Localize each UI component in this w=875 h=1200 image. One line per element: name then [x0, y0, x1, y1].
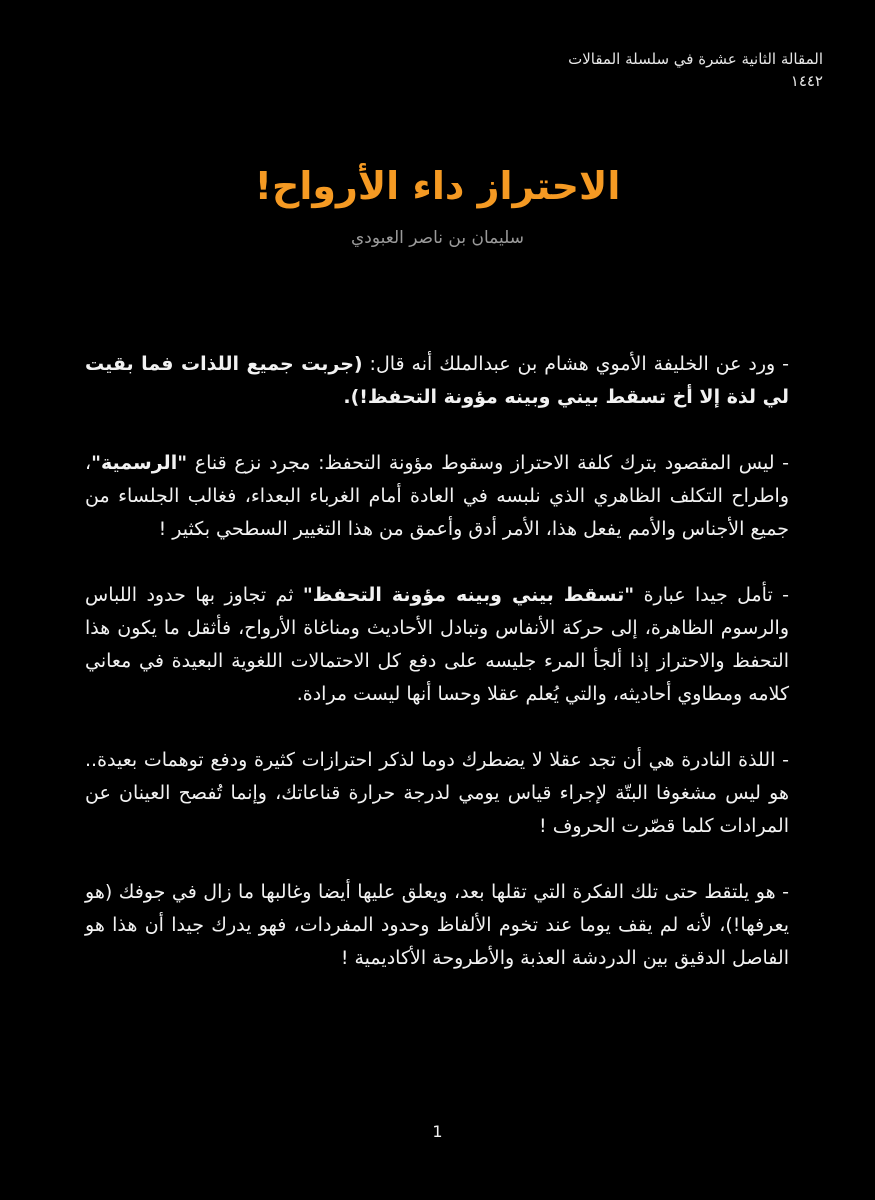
- series-line: المقالة الثانية عشرة في سلسلة المقالات: [568, 50, 823, 68]
- paragraph-2-text-end: ، واطراح التكلف الظاهري الذي نلبسه في العادة أمام الغرباء البعداء، فغالب الجلساء من جميع الأجناس والأمم يفعل هذا، الأمر أدق وأعمق من هذا التغيير السطحي بكثير !: [85, 452, 789, 540]
- article-title: الاحتراز داء الأرواح!: [254, 164, 621, 208]
- paragraph-1: [85, 348, 789, 414]
- paragraph-2: [85, 447, 789, 546]
- series-header: [403, 48, 823, 92]
- author-name: سليمان بن ناصر العبودي: [351, 228, 524, 248]
- paragraph-3-emphasis: "تسقط بيني وبينه مؤونة التحفظ": [302, 584, 635, 606]
- paragraph-5: - هو يلتقط حتى تلك الفكرة التي تقلها بعد، ويعلق عليها أيضا وغالبها ما زال في جوفك (هو يعرفها!)، لأنه لم يقف يوما عند تخوم الألفاظ وحدود المفردات، فهو يدرك جيدا أن هذا هو الفاصل الدقيق بين الدردشة العذبة والأطروحة الأكاديمية !: [85, 881, 789, 969]
- paragraph-1-quote: (جربت جميع اللذات فما بقيت لي لذة إلا أخ تسقط بيني وبينه مؤونة التحفظ!).: [85, 353, 789, 408]
- page-number: 1: [432, 1122, 443, 1141]
- paragraph-2-emphasis: "الرسمية": [91, 452, 188, 474]
- article-body: [85, 348, 789, 1008]
- paragraph-1-text: - ورد عن الخليفة الأموي هشام بن عبدالملك أنه قال:: [362, 353, 790, 375]
- paragraph-3: [85, 579, 789, 711]
- paragraph-3-text-end: ثم تجاوز بها حدود اللباس والرسوم الظاهرة، إلى حركة الأنفاس وتبادل الأحاديث ومناغاة الأرواح، فأثقل ما يكون هذا التحفظ والاحتراز إذا ألجأ المرء جليسه على دفع كل الاحتمالات اللغوية البعيدة في معاني كلامه ومطاوي أحاديثه، والتي يُعلم عقلا وحسا أنها ليست مرادة.: [85, 584, 789, 705]
- paragraph-4: - اللذة النادرة هي أن تجد عقلا لا يضطرك دوما لذكر احترازات كثيرة ودفع توهمات بعيدة.. هو ليس مشغوفا البتّة لإجراء قياس يومي لدرجة حرارة قناعاتك، وإنما تُفصح العينان عن المرادات كلما قصّرت الحروف !: [85, 749, 789, 837]
- series-year: ١٤٤٢: [790, 72, 823, 90]
- paragraph-3-text-start: - تأمل جيدا عبارة: [634, 584, 789, 606]
- paragraph-2-text-start: - ليس المقصود بترك كلفة الاحتراز وسقوط مؤونة التحفظ: مجرد نزع قناع: [187, 452, 789, 474]
- title-block: [0, 160, 875, 250]
